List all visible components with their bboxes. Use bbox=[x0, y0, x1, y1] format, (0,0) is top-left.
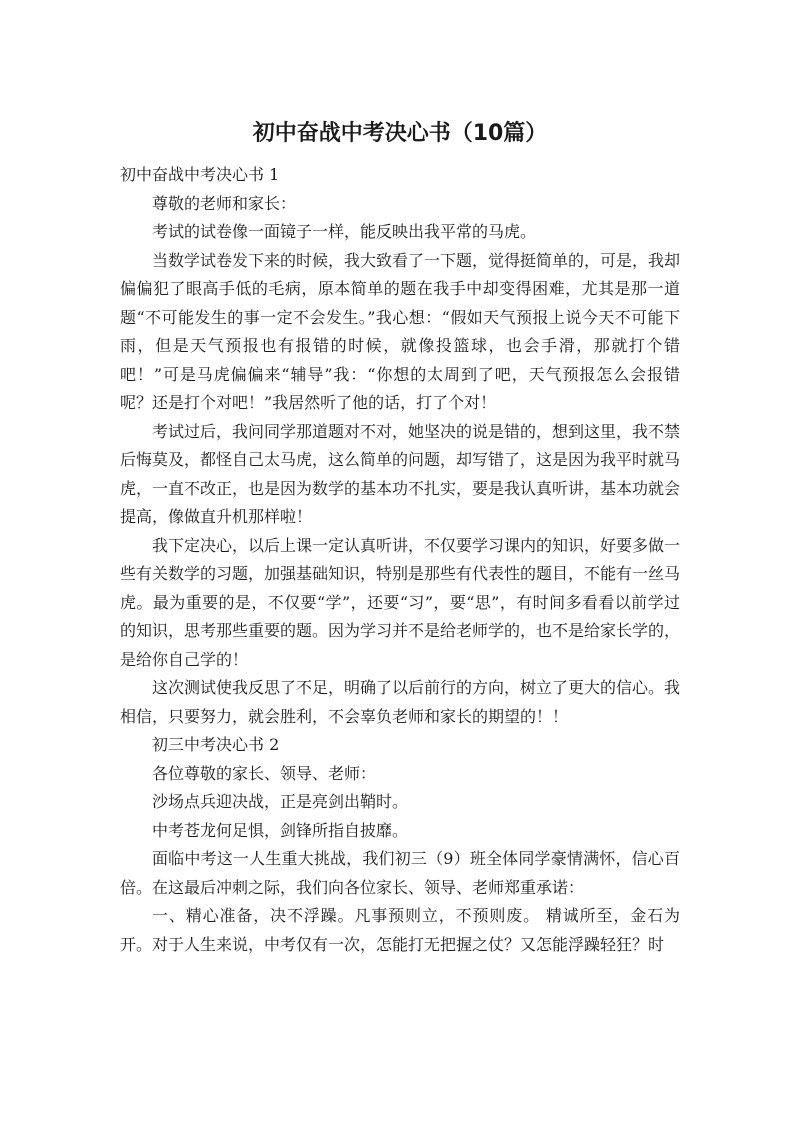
body-paragraph: 考试的试卷像一面镜子一样，能反映出我平常的马虎。 bbox=[152, 222, 537, 241]
body-paragraph: 考试过后，我问同学那道题对不对，她坚决的说是错的，想到这里，我不禁后悔莫及，都怪自己太马虎，这么简单的问题，却写错了，这是因为我平时就马虎，一直不改正，也是因为数学的基本功不扎实，要是我认真听讲，基本功就会提高，像做直升机那样啦！ bbox=[120, 421, 681, 526]
body-paragraph: 当数学试卷发下来的时候，我大致看了一下题，觉得挺简单的，可是，我却偏偏犯了眼高手低的毛病，原本简单的题在我手中却变得困难，尤其是那一道题“不可能发生的事一定不会发生。”我心想：“假如天气预报上说今天不可能下雨，但是天气预报也有报错的时候，就像投篮球，也会手滑，那就打个错吧！”可是马虎偏偏来“辅导”我：“你想的太周到了吧，天气预报怎么会报错呢？还是打个对吧！”我居然听了他的话，打了个对！ bbox=[120, 250, 681, 412]
body-paragraph: 我下定决心，以后上课一定认真听讲，不仅要学习课内的知识，好要多做一些有关数学的习题，加强基础知识，特别是那些有代表性的题目，不能有一丝马虎。最为重要的是，不仅要“学”，还要“习”，要“思”，有时间多看看以前学过的知识，思考那些重要的题。因为学习并不是给老师学的，也不是给家长学的，是给你自己学的！ bbox=[120, 535, 681, 669]
section-heading-2: 初三中考决心书 2 bbox=[152, 735, 280, 754]
body-paragraph: 这次测试使我反思了不足，明确了以后前行的方向，树立了更大的信心。我相信，只要努力，就会胜利，不会辜负老师和家长的期望的！！ bbox=[120, 678, 681, 726]
salutation-paragraph: 尊敬的老师和家长： bbox=[152, 193, 297, 213]
body-paragraph: 面临中考这一人生重大挑战，我们初三（9）班全体同学豪情满怀，信心百倍。在这最后冲刺之际，我们向各位家长、领导、老师郑重承诺： bbox=[120, 849, 680, 897]
salutation-paragraph: 各位尊敬的家长、领导、老师： bbox=[152, 763, 377, 783]
body-paragraph: 一、精心准备，决不浮躁。凡事预则立，不预则废。 精诚所至，金石为开。对于人生来说，中考仅有一次，怎能打无把握之仗？又怎能浮躁轻狂？时 bbox=[120, 906, 680, 954]
document-title: 初中奋战中考决心书（10篇） bbox=[252, 121, 548, 146]
document-body bbox=[120, 161, 680, 959]
body-paragraph: 沙场点兵迎决战，正是亮剑出鞘时。 bbox=[152, 792, 409, 811]
body-paragraph: 中考苍龙何足惧，剑锋所指自披靡。 bbox=[152, 820, 409, 840]
section-heading-1: 初中奋战中考决心书 1 bbox=[120, 165, 280, 184]
